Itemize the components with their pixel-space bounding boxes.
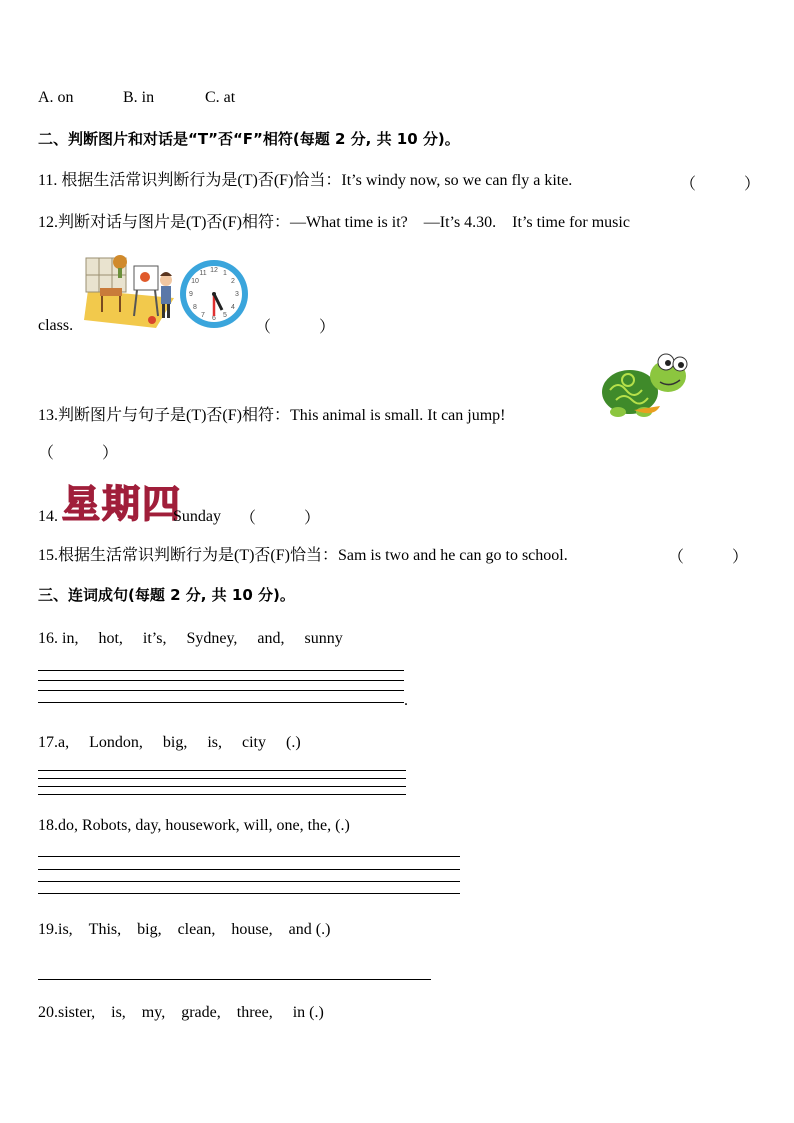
option-a: A. on: [38, 89, 74, 106]
q17-text: 17.a, London, big, is, city (.): [38, 734, 301, 751]
option-c: C. at: [205, 89, 236, 106]
q18-answer-line[interactable]: [38, 869, 460, 870]
svg-text:9: 9: [189, 291, 193, 298]
q18-text: 18.do, Robots, day, housework, will, one, the, (.): [38, 817, 350, 834]
q16-answer-line[interactable]: [38, 690, 404, 691]
svg-text:6: 6: [212, 315, 216, 322]
options-line: [38, 88, 236, 108]
q16-answer-line[interactable]: [38, 670, 404, 671]
q17-answer-line[interactable]: [38, 770, 406, 771]
svg-text:10: 10: [191, 278, 199, 285]
thursday-picture: 星期四: [62, 482, 183, 526]
q12-continuation: class.: [38, 317, 74, 334]
q16-answer-line[interactable]: [38, 680, 404, 681]
svg-text:1: 1: [223, 270, 227, 277]
q11-answer-blank[interactable]: （ ）: [680, 176, 761, 193]
q14-answer-blank[interactable]: （ ）: [240, 510, 321, 527]
turtle-picture: [598, 350, 690, 422]
q18-answer-line[interactable]: [38, 893, 460, 894]
q19-answer-line[interactable]: [38, 979, 431, 980]
section2-heading: 二、判断图片和对话是“T”否“F”相符(每题 2 分, 共 10 分)。: [38, 130, 460, 148]
svg-text:2: 2: [231, 278, 235, 285]
q15-answer-blank[interactable]: （ ）: [668, 549, 749, 566]
q14-number: 14.: [38, 508, 58, 525]
q15-text: 15.根据生活常识判断行为是(T)否(F)恰当：Sam is two and he can go to school.: [38, 547, 568, 564]
classroom-picture: [82, 250, 178, 330]
section3-heading: 三、连词成句(每题 2 分, 共 10 分)。: [38, 586, 295, 604]
q16-text: 16. in, hot, it’s, Sydney, and, sunny: [38, 630, 343, 647]
svg-text:3: 3: [235, 291, 239, 298]
q17-answer-line[interactable]: [38, 778, 406, 779]
q11-text: 11. 根据生活常识判断行为是(T)否(F)恰当：It’s windy now, so we can fly a kite.: [38, 172, 573, 189]
clock-picture: [178, 258, 250, 330]
q19-text: 19.is, This, big, clean, house, and (.): [38, 921, 331, 938]
q20-text: 20.sister, is, my, grade, three, in (.): [38, 1004, 324, 1021]
q12-text: 12.判断对话与图片是(T)否(F)相符：—What time is it? —It’s 4.30. It’s time for music: [38, 214, 630, 231]
svg-text:11: 11: [199, 270, 207, 277]
q18-answer-line[interactable]: [38, 856, 460, 857]
q14-word: Sunday: [173, 508, 221, 525]
q17-answer-line[interactable]: [38, 794, 406, 795]
svg-text:4: 4: [231, 304, 235, 311]
svg-text:7: 7: [201, 312, 205, 319]
q16-end-mark: .: [404, 692, 408, 709]
q18-answer-line[interactable]: [38, 881, 460, 882]
q13-answer-blank[interactable]: （ ）: [38, 445, 119, 462]
q12-answer-blank[interactable]: （ ）: [255, 319, 336, 336]
option-b: B. in: [123, 89, 155, 106]
q16-answer-line[interactable]: [38, 702, 404, 703]
q17-answer-line[interactable]: [38, 786, 406, 787]
svg-text:8: 8: [193, 304, 197, 311]
svg-text:5: 5: [223, 312, 227, 319]
svg-text:12: 12: [210, 267, 218, 274]
q13-text: 13.判断图片与句子是(T)否(F)相符：This animal is small. It can jump!: [38, 407, 506, 424]
